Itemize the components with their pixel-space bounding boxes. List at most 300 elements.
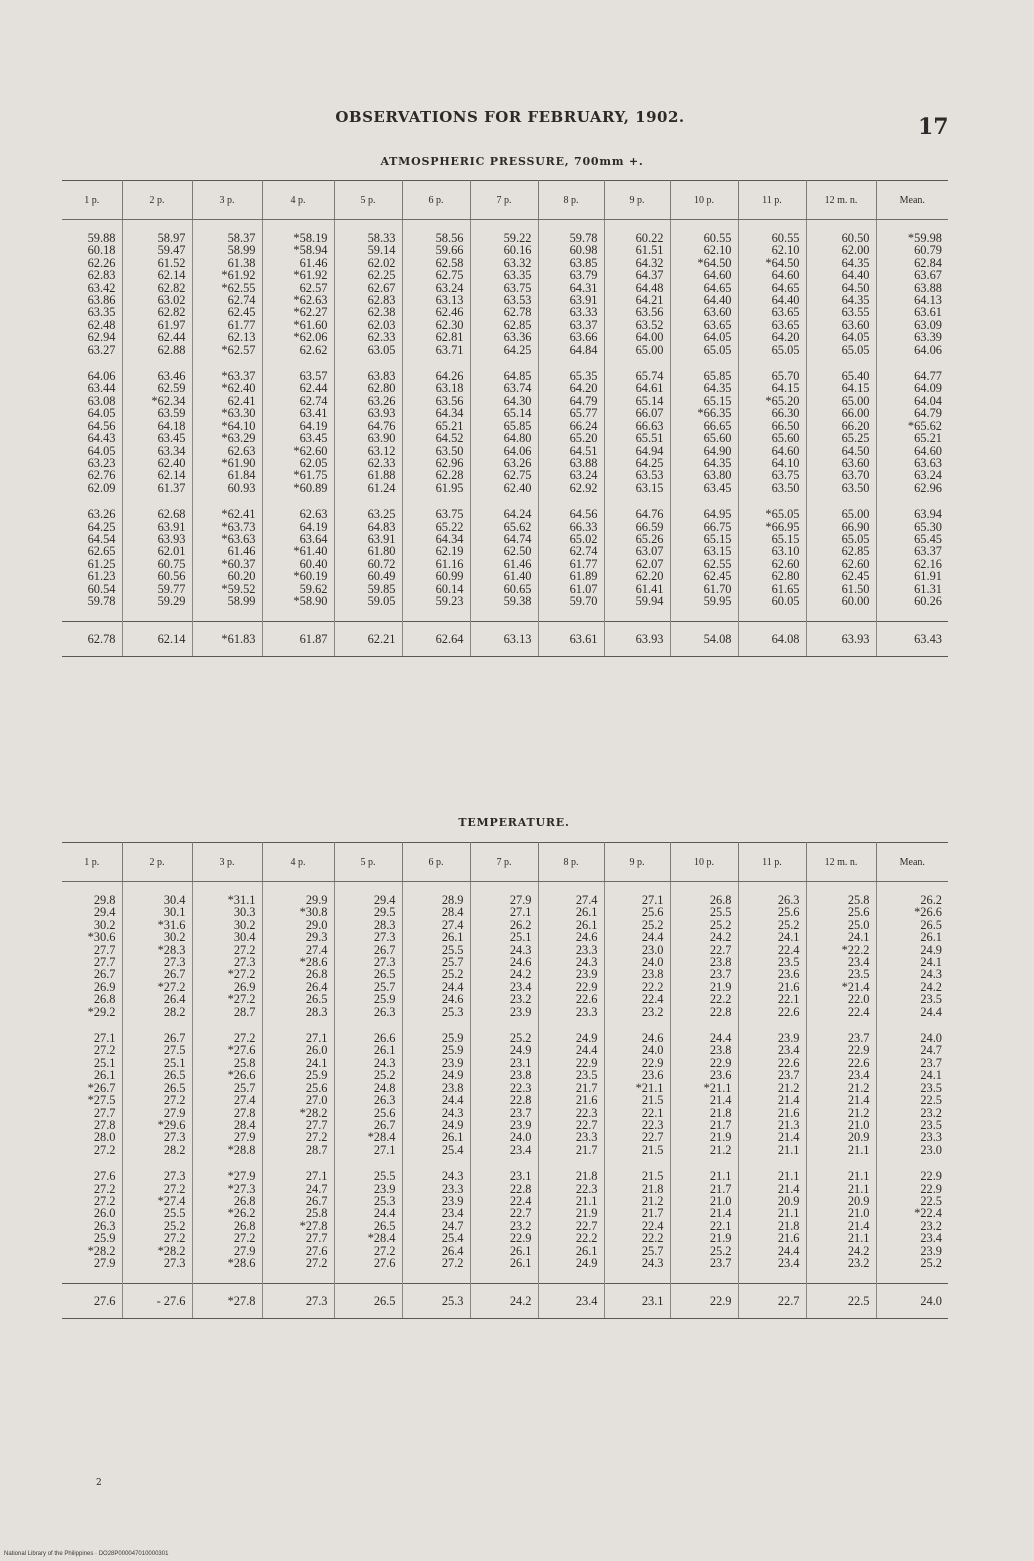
temperature-cell: 27.8	[93, 1117, 116, 1132]
temperature-column-header: Mean.	[876, 843, 948, 882]
pressure-cell: 65.14	[635, 393, 664, 408]
temperature-column	[738, 882, 806, 1284]
temperature-cell: 23.7	[777, 1068, 800, 1083]
pressure-cell: 59.05	[367, 593, 396, 608]
pressure-cell: 64.35	[703, 381, 732, 396]
pressure-cell: 64.15	[841, 381, 870, 396]
temperature-cell: 26.5	[373, 1218, 396, 1233]
pressure-cell: 63.52	[635, 317, 664, 332]
temperature-cell: 24.4	[777, 1243, 800, 1258]
temperature-column-header: 2 p.	[122, 843, 192, 882]
pressure-cell: 64.05	[87, 406, 116, 421]
pressure-cell: 64.09	[914, 381, 942, 396]
pressure-day-group	[471, 220, 532, 356]
pressure-day-group	[193, 494, 256, 607]
pressure-cell: 64.06	[914, 342, 942, 357]
pressure-cell: *61.92	[221, 268, 256, 283]
pressure-cell: *61.90	[221, 455, 256, 470]
pressure-day-group	[335, 220, 396, 356]
temperature-cell: 23.9	[373, 1181, 396, 1196]
temperature-cell: 26.7	[373, 942, 396, 957]
temperature-column	[334, 882, 402, 1284]
pressure-column	[738, 220, 806, 622]
temperature-cell: 27.1	[509, 905, 532, 920]
temperature-cell: 23.8	[709, 955, 732, 970]
pressure-cell: 61.77	[569, 556, 598, 571]
pressure-cell: 63.86	[87, 293, 116, 308]
temperature-cell: 23.4	[777, 1043, 800, 1058]
temperature-cell: 23.9	[509, 1117, 532, 1132]
temperature-cell: 22.7	[641, 1130, 664, 1145]
pressure-cell: *61.75	[293, 468, 328, 483]
temperature-mean-cell: 23.1	[604, 1284, 670, 1319]
pressure-column	[604, 220, 670, 622]
temperature-cell: 28.4	[233, 1117, 256, 1132]
temperature-day-group	[739, 882, 800, 1018]
pressure-cell: 63.27	[87, 342, 116, 357]
temperature-cell: *28.2	[87, 1243, 116, 1258]
temperature-cell: 27.1	[305, 1031, 328, 1046]
temperature-cell: 27.4	[305, 942, 328, 957]
pressure-cell: 62.85	[503, 317, 532, 332]
temperature-cell: 23.3	[441, 1181, 464, 1196]
pressure-cell: 63.94	[914, 507, 942, 522]
pressure-cell: 64.76	[635, 507, 664, 522]
pressure-cell: 66.07	[635, 406, 664, 421]
temperature-cell: 25.7	[373, 979, 396, 994]
temperature-column-header: 10 p.	[670, 843, 738, 882]
temperature-day-group	[605, 882, 664, 1018]
temperature-cell: 24.4	[575, 1043, 598, 1058]
temperature-mean-cell: - 27.6	[122, 1284, 192, 1319]
temperature-cell: 21.4	[777, 1130, 800, 1145]
temperature-cell: 22.5	[920, 1193, 942, 1208]
pressure-cell: 61.70	[703, 581, 732, 596]
pressure-day-group	[877, 494, 943, 607]
pressure-cell: 62.48	[87, 317, 116, 332]
pressure-cell: 62.33	[367, 330, 396, 345]
pressure-cell: 62.94	[87, 330, 116, 345]
pressure-cell: 59.62	[299, 581, 328, 596]
pressure-cell: 65.40	[841, 369, 870, 384]
pressure-cell: 62.96	[435, 455, 464, 470]
pressure-cell: 64.80	[503, 431, 532, 446]
pressure-cell: 63.60	[841, 317, 870, 332]
temperature-cell: 23.9	[575, 967, 598, 982]
pressure-cell: 61.16	[435, 556, 464, 571]
pressure-mean-cell: 61.87	[262, 622, 334, 657]
pressure-cell: 62.10	[771, 243, 800, 258]
temperature-header-row	[62, 843, 948, 882]
pressure-cell: *64.50	[697, 255, 732, 270]
temperature-mean-row	[62, 1284, 948, 1319]
temperature-cell: 26.4	[163, 992, 186, 1007]
temperature-cell: 21.5	[641, 1169, 664, 1184]
temperature-cell: 25.3	[373, 1193, 396, 1208]
temperature-cell: 28.2	[163, 1004, 186, 1019]
pressure-day-group	[263, 220, 328, 356]
temperature-cell: 21.4	[709, 1093, 732, 1108]
pressure-day-group	[62, 356, 116, 494]
temperature-cell: 27.7	[93, 942, 116, 957]
pressure-cell: 65.20	[569, 431, 598, 446]
pressure-cell: 64.35	[703, 455, 732, 470]
pressure-cell: 63.59	[157, 406, 186, 421]
pressure-cell: 62.74	[299, 393, 328, 408]
pressure-cell: 64.21	[635, 293, 664, 308]
pressure-cell: 61.25	[87, 556, 116, 571]
temperature-cell: 20.9	[847, 1193, 870, 1208]
temperature-mean-cell: 25.3	[402, 1284, 470, 1319]
pressure-cell: 63.37	[914, 544, 942, 559]
pressure-day-group	[335, 356, 396, 494]
temperature-cell: 27.3	[163, 1130, 186, 1145]
pressure-cell: *60.89	[293, 480, 328, 495]
temperature-cell: 24.4	[641, 930, 664, 945]
temperature-cell: 21.7	[575, 1142, 598, 1157]
temperature-day-group	[671, 882, 732, 1018]
temperature-cell: 26.1	[575, 1243, 598, 1258]
pressure-cell: 62.44	[157, 330, 186, 345]
pressure-cell: 59.88	[87, 231, 116, 245]
pressure-day-group	[671, 220, 732, 356]
pressure-column-header: 9 p.	[604, 181, 670, 220]
pressure-cell: 63.18	[435, 381, 464, 396]
temperature-cell: 24.1	[777, 930, 800, 945]
temperature-cell: 30.1	[163, 905, 186, 920]
pressure-cell: 62.02	[367, 255, 396, 270]
pressure-cell: 63.56	[435, 393, 464, 408]
temperature-cell: 25.6	[777, 905, 800, 920]
temperature-cell: 22.2	[641, 979, 664, 994]
pressure-mean-cell: 63.93	[806, 622, 876, 657]
pressure-cell: 63.64	[299, 531, 328, 546]
temperature-column-header: 7 p.	[470, 843, 538, 882]
pressure-cell: 63.60	[841, 455, 870, 470]
pressure-cell: 63.80	[703, 468, 732, 483]
pressure-cell: 62.75	[435, 268, 464, 283]
temperature-cell: 23.3	[920, 1130, 942, 1145]
temperature-cell: 27.3	[163, 1169, 186, 1184]
temperature-cell: 23.6	[709, 1068, 732, 1083]
temperature-cell: 24.1	[920, 955, 942, 970]
pressure-column	[670, 220, 738, 622]
pressure-cell: 62.19	[435, 544, 464, 559]
temperature-cell: 24.7	[920, 1043, 942, 1058]
pressure-cell: 62.81	[435, 330, 464, 345]
temperature-column-header: 3 p.	[192, 843, 262, 882]
temperature-cell: *27.4	[157, 1193, 186, 1208]
temperature-cell: *31.1	[227, 893, 256, 907]
pressure-cell: 63.70	[841, 468, 870, 483]
pressure-cell: 62.45	[227, 305, 256, 320]
pressure-cell: 66.90	[841, 519, 870, 534]
temperature-cell: 22.2	[575, 1231, 598, 1246]
temperature-mean-cell: 22.5	[806, 1284, 876, 1319]
pressure-cell: 63.88	[914, 280, 942, 295]
pressure-cell: *62.60	[293, 443, 328, 458]
temperature-cell: 23.9	[441, 1193, 464, 1208]
temperature-cell: 21.3	[777, 1117, 800, 1132]
temperature-cell: 24.6	[641, 1031, 664, 1046]
temperature-cell: 25.9	[305, 1068, 328, 1083]
temperature-cell: 26.5	[373, 967, 396, 982]
pressure-cell: 60.75	[157, 556, 186, 571]
pressure-cell: 65.00	[841, 393, 870, 408]
pressure-cell: *62.40	[221, 381, 256, 396]
pressure-cell: 63.42	[87, 280, 116, 295]
pressure-cell: 59.95	[703, 593, 732, 608]
temperature-cell: 21.2	[847, 1105, 870, 1120]
pressure-cell: 64.04	[914, 393, 942, 408]
pressure-cell: 65.21	[914, 431, 942, 446]
temperature-cell: *27.8	[299, 1218, 328, 1233]
pressure-cell: 59.66	[435, 243, 464, 258]
temperature-cell: 24.6	[441, 992, 464, 1007]
pressure-day-group	[263, 356, 328, 494]
pressure-cell: 63.15	[703, 544, 732, 559]
pressure-day-group	[471, 356, 532, 494]
temperature-cell: 21.2	[709, 1142, 732, 1157]
temperature-cell: 24.7	[441, 1218, 464, 1233]
pressure-cell: 63.66	[569, 330, 598, 345]
pressure-column-header: 8 p.	[538, 181, 604, 220]
pressure-cell: 64.50	[841, 443, 870, 458]
temperature-mean-cell: 22.7	[738, 1284, 806, 1319]
pressure-mean-cell: 62.14	[122, 622, 192, 657]
pressure-cell: 59.38	[503, 593, 532, 608]
temperature-cell: 28.3	[373, 917, 396, 932]
pressure-cell: 62.67	[367, 280, 396, 295]
temperature-cell: 26.1	[575, 917, 598, 932]
temperature-cell: 21.7	[575, 1080, 598, 1095]
temperature-cell: 26.1	[441, 1130, 464, 1145]
temperature-day-group	[471, 882, 532, 1018]
pressure-mean-cell: 63.93	[604, 622, 670, 657]
temperature-cell: 27.6	[305, 1243, 328, 1258]
temperature-cell: 26.5	[305, 992, 328, 1007]
temperature-cell: 27.7	[93, 955, 116, 970]
temperature-column-header: 8 p.	[538, 843, 604, 882]
temperature-cell: 21.7	[709, 1181, 732, 1196]
pressure-cell: 63.71	[435, 342, 464, 357]
temperature-day-group	[62, 1018, 116, 1156]
pressure-cell: 62.59	[157, 381, 186, 396]
pressure-cell: 64.06	[503, 443, 532, 458]
temperature-column	[470, 882, 538, 1284]
temperature-cell: *28.3	[157, 942, 186, 957]
pressure-day-group	[403, 494, 464, 607]
pressure-cell: 62.60	[771, 556, 800, 571]
temperature-cell: 29.3	[305, 930, 328, 945]
temperature-column	[262, 882, 334, 1284]
pressure-cell: 61.91	[914, 569, 942, 584]
temperature-cell: 30.2	[233, 917, 256, 932]
temperature-cell: 23.3	[575, 1004, 598, 1019]
temperature-day-group	[123, 1018, 186, 1156]
temperature-cell: 23.5	[575, 1068, 598, 1083]
pressure-cell: 61.97	[157, 317, 186, 332]
temperature-cell: 22.3	[509, 1080, 532, 1095]
pressure-cell: 60.05	[771, 593, 800, 608]
temperature-cell: 22.4	[509, 1193, 532, 1208]
temperature-column-header: 11 p.	[738, 843, 806, 882]
temperature-cell: 25.1	[163, 1055, 186, 1070]
pressure-cell: *66.95	[765, 519, 800, 534]
pressure-cell: 65.30	[914, 519, 942, 534]
temperature-cell: 22.9	[920, 1181, 942, 1196]
pressure-cell: *58.90	[293, 593, 328, 608]
pressure-cell: 64.35	[841, 293, 870, 308]
temperature-cell: 23.9	[920, 1243, 942, 1258]
pressure-column-header: 12 m. n.	[806, 181, 876, 220]
temperature-cell: 26.7	[93, 967, 116, 982]
temperature-cell: 27.4	[441, 917, 464, 932]
pressure-cell: 64.60	[914, 443, 942, 458]
pressure-cell: 59.85	[367, 581, 396, 596]
pressure-cell: 61.07	[569, 581, 598, 596]
temperature-cell: *26.6	[227, 1068, 256, 1083]
pressure-day-group	[807, 356, 870, 494]
pressure-day-group	[539, 356, 598, 494]
temperature-cell: *29.6	[157, 1117, 186, 1132]
pressure-day-group	[671, 356, 732, 494]
temperature-cell: 21.1	[847, 1231, 870, 1246]
pressure-day-group	[123, 494, 186, 607]
temperature-cell: 26.3	[373, 1004, 396, 1019]
pressure-cell: 64.79	[914, 406, 942, 421]
pressure-cell: 64.15	[771, 381, 800, 396]
temperature-cell: 24.3	[373, 1055, 396, 1070]
temperature-cell: 24.3	[509, 942, 532, 957]
pressure-day-group	[403, 356, 464, 494]
temperature-cell: 22.1	[709, 1218, 732, 1233]
temperature-cell: 27.2	[233, 1031, 256, 1046]
temperature-cell: 22.9	[847, 1043, 870, 1058]
temperature-cell: 22.4	[847, 1004, 870, 1019]
pressure-cell: 63.75	[771, 468, 800, 483]
temperature-cell: 21.1	[777, 1142, 800, 1157]
pressure-cell: 62.16	[914, 556, 942, 571]
pressure-mean-cell: 62.64	[402, 622, 470, 657]
temperature-mean-cell: *27.8	[192, 1284, 262, 1319]
temperature-mean-cell: 24.0	[876, 1284, 948, 1319]
pressure-cell: 63.26	[87, 507, 116, 522]
temperature-day-group	[193, 882, 256, 1018]
temperature-cell: 23.3	[575, 1130, 598, 1145]
temperature-cell: 24.6	[575, 930, 598, 945]
temperature-cell: 27.2	[93, 1142, 116, 1157]
pressure-cell: 63.67	[914, 268, 942, 283]
temperature-cell: 23.4	[441, 1206, 464, 1221]
temperature-cell: 22.8	[509, 1093, 532, 1108]
pressure-cell: 63.91	[569, 293, 598, 308]
pressure-cell: 65.05	[841, 531, 870, 546]
pressure-cell: *61.40	[293, 544, 328, 559]
temperature-cell: *28.8	[227, 1142, 256, 1157]
temperature-day-group	[877, 1018, 943, 1156]
temperature-cell: 26.1	[373, 1043, 396, 1058]
temperature-cell: 27.9	[93, 1255, 116, 1270]
temperature-day-group	[539, 882, 598, 1018]
temperature-cell: 27.9	[509, 893, 532, 907]
temperature-cell: 30.4	[163, 893, 186, 907]
pressure-cell: *65.62	[907, 418, 942, 433]
pressure-cell: 63.07	[635, 544, 664, 559]
pressure-cell: 61.95	[435, 480, 464, 495]
pressure-cell: *58.19	[293, 231, 328, 245]
temperature-column	[192, 882, 262, 1284]
pressure-cell: *62.27	[293, 305, 328, 320]
temperature-cell: 29.8	[93, 893, 116, 907]
pressure-cell: 65.15	[771, 531, 800, 546]
temperature-cell: 23.2	[847, 1255, 870, 1270]
temperature-cell: 22.1	[777, 992, 800, 1007]
temperature-cell: 27.2	[163, 1231, 186, 1246]
pressure-cell: 64.40	[771, 293, 800, 308]
temperature-cell: 23.4	[509, 1142, 532, 1157]
pressure-cell: 65.02	[569, 531, 598, 546]
pressure-cell: 59.78	[569, 231, 598, 245]
pressure-cell: 62.07	[635, 556, 664, 571]
pressure-day-group	[739, 356, 800, 494]
temperature-cell: 21.6	[575, 1093, 598, 1108]
temperature-cell: 25.6	[373, 1105, 396, 1120]
temperature-cell: 26.5	[163, 1068, 186, 1083]
pressure-cell: 64.05	[703, 330, 732, 345]
pressure-cell: 63.63	[914, 455, 942, 470]
temperature-cell: 25.5	[441, 942, 464, 957]
pressure-cell: 62.03	[367, 317, 396, 332]
temperature-column	[402, 882, 470, 1284]
temperature-cell: 28.9	[441, 893, 464, 907]
pressure-cell: *65.05	[765, 507, 800, 522]
pressure-cell: 64.35	[841, 255, 870, 270]
pressure-cell: 60.54	[87, 581, 116, 596]
pressure-cell: 63.85	[569, 255, 598, 270]
pressure-mean-cell: *61.83	[192, 622, 262, 657]
temperature-cell: 26.8	[233, 1193, 256, 1208]
pressure-cell: 63.75	[435, 507, 464, 522]
pressure-cell: 65.51	[635, 431, 664, 446]
temperature-column-header: 12 m. n.	[806, 843, 876, 882]
temperature-cell: 22.6	[777, 1055, 800, 1070]
pressure-cell: 60.55	[703, 231, 732, 245]
temperature-day-group	[335, 882, 396, 1018]
pressure-cell: 62.82	[157, 305, 186, 320]
temperature-column-header: 1 p.	[62, 843, 122, 882]
pressure-cell: *59.52	[221, 581, 256, 596]
pressure-cell: 66.50	[771, 418, 800, 433]
temperature-cell: 22.9	[575, 979, 598, 994]
pressure-cell: 64.56	[87, 418, 116, 433]
pressure-cell: 62.55	[703, 556, 732, 571]
pressure-cell: 62.28	[435, 468, 464, 483]
temperature-cell: *21.1	[635, 1080, 664, 1095]
pressure-cell: 63.02	[157, 293, 186, 308]
temperature-cell: 24.1	[305, 1055, 328, 1070]
pressure-cell: 62.80	[771, 569, 800, 584]
pressure-cell: 60.22	[635, 231, 664, 245]
pressure-cell: 65.14	[503, 406, 532, 421]
pressure-cell: 62.78	[503, 305, 532, 320]
pressure-cell: 62.92	[569, 480, 598, 495]
temperature-cell: 21.8	[709, 1105, 732, 1120]
temperature-cell: 23.0	[641, 942, 664, 957]
temperature-cell: 27.2	[233, 1231, 256, 1246]
pressure-cell: 62.63	[299, 507, 328, 522]
pressure-cell: 62.65	[87, 544, 116, 559]
